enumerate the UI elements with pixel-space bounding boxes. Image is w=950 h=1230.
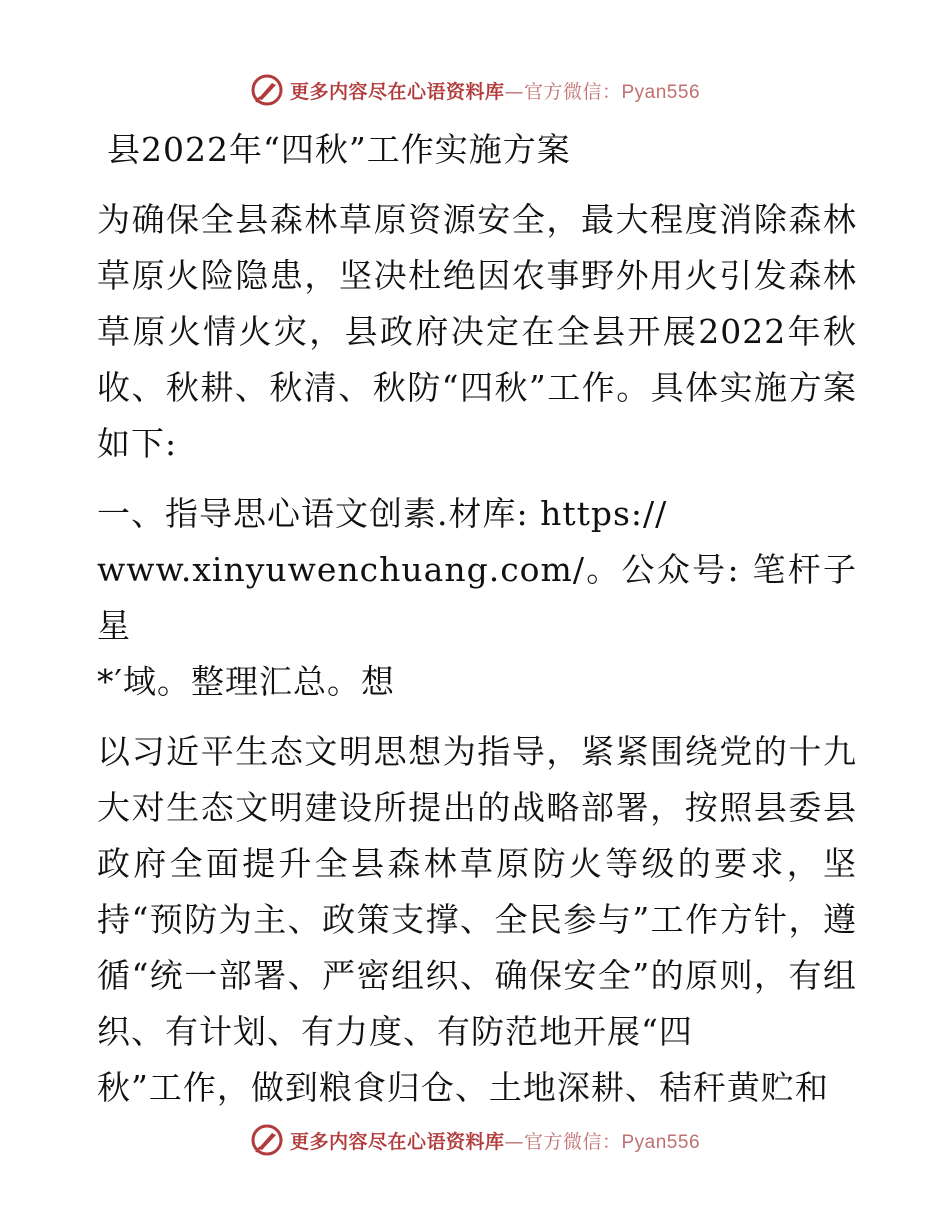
banner-separator: —	[504, 1130, 524, 1153]
banner-site-text: 更多内容尽在心语资料库	[289, 1130, 505, 1153]
footer-watermark-banner	[0, 1120, 950, 1160]
banner-separator: —	[504, 80, 524, 103]
banner-wechat-id: Pyan556	[621, 1131, 701, 1153]
document-body	[97, 122, 857, 1116]
intro-paragraph: 为确保全县森林草原资源安全，最大程度消除森林草原火险隐患，坚决杜绝因农事野外用火引发森林草原火情火灾，县政府决定在全县开展2022年秋收、秋耕、秋清、秋防“四秋”工作。具体实施方案如下:	[97, 200, 857, 463]
quill-logo-icon	[250, 73, 284, 107]
section-heading-paragraph: 一、指导思心语文创素.材库: https:// www.xinyuwenchuang.com/。公众号: 笔杆子星 *′域。整理汇总。想	[97, 494, 857, 701]
banner-wechat-id: Pyan556	[621, 81, 701, 103]
quill-logo-icon	[250, 1123, 284, 1157]
banner-wechat-label: 官方微信：	[523, 80, 622, 103]
banner-site-text: 更多内容尽在心语资料库	[289, 80, 505, 103]
body-paragraph: 以习近平生态文明思想为指导，紧紧围绕党的十九大对生态文明建设所提出的战略部署，按照县委县政府全面提升全县森林草原防火等级的要求，坚持“预防为主、政策支撑、全民参与”工作方针，遵循“统一部署、严密组织、确保安全”的原则，有组织、有计划、有力度、有防范地开展“四 秋”工作，做到粮食归仓、土地深耕、秸秆黄贮和	[97, 732, 857, 1107]
header-watermark-banner	[0, 70, 950, 110]
document-title: 县2022年“四秋”工作实施方案	[107, 130, 571, 169]
banner-wechat-label: 官方微信：	[523, 1130, 622, 1153]
